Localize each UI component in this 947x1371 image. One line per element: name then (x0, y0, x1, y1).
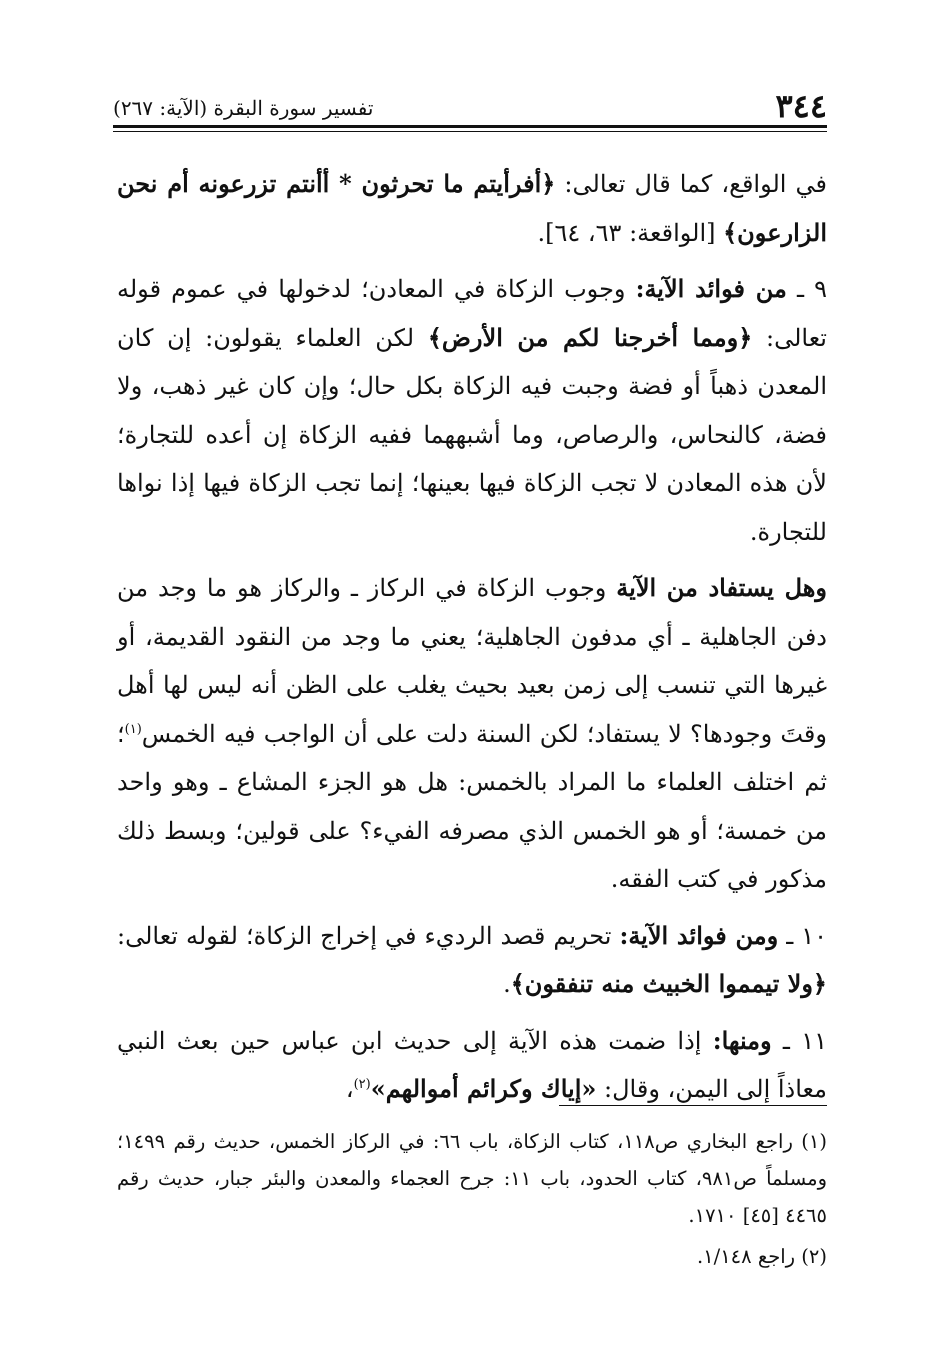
bold-text: وهل يستفاد من الآية (616, 573, 827, 602)
text-run: ؛ ثم اختلف العلماء ما المراد بالخمس: هل هو الجزء المشاع ـ وهو واحد من خمسة؛ أو هو الخمس الذي مصرفه الفيء؟ على قولين؛ وبسط ذلك مذكور في كتب الفقه. (117, 719, 827, 893)
bold-text: ﴿ومما أخرجنا لكم من الأرض﴾ (427, 322, 753, 352)
text-run: وجوب الزكاة في المعادن؛ لدخولها في عموم قوله تعالى: (117, 275, 827, 352)
text-run: . (503, 970, 511, 998)
bold-text: ﴿ولا تيمموا الخبيث منه تنفقون﴾ (510, 969, 827, 998)
bold-text: «إياك وكرائم أموالهم» (370, 1074, 597, 1103)
header-rule-thin (113, 131, 827, 132)
text-run: [الواقعة: ٦٣، ٦٤]. (537, 218, 724, 247)
bold-text: من فوائد الآية: (635, 274, 787, 303)
text-run: في الواقع، كما قال تعالى: (555, 170, 828, 198)
footnote-separator (559, 1105, 827, 1106)
text-run: ١١ ـ (771, 1026, 827, 1055)
footnote-reference: (١) (124, 721, 142, 737)
header-rule-thick (113, 125, 827, 128)
text-run: لكن العلماء يقولون: إن كان المعدن ذهباً أو فضة وجبت فيه الزكاة بكل حال؛ وإن كان غير ذهب، ولا فضة، كالنحاس، والرصاص، وما أشبههما ففيه الزكاة إن أعده للتجارة؛ لأن هذه المعادن لا تجب الزكاة فيها بعينها؛ إنما تجب الزكاة فيها إذا نواها للتجارة. (117, 323, 827, 546)
paragraph-3 (117, 564, 827, 904)
text-run: وجوب الزكاة في الركاز ـ والركاز هو ما وجد من دفن الجاهلية ـ أي مدفون الجاهلية؛ يعني ما وجد من النقود القديمة، أو غيرها التي تنسب إلى زمن بعيد بحيث يغلب على الظن أنه ليس لها أهل وقتَ وجودها؟ لا يستفاد؛ لكن السنة دلت على أن الواجب فيه الخمس (117, 574, 827, 748)
bold-text: ﴿أفرأيتم ما تحرثون * أأنتم تزرعونه أم نحن الزارعون﴾ (117, 169, 827, 247)
paragraph-2 (117, 265, 827, 556)
text-run: إذا ضمت هذه الآية إلى حديث ابن عباس حين بعث النبي معاذاً إلى اليمن، وقال: (117, 1026, 827, 1103)
footnote-reference: (٢) (353, 1077, 371, 1092)
page-header (113, 80, 827, 125)
running-title: تفسير سورة البقرة (الآية: ٢٦٧) (113, 96, 374, 120)
paragraph-4 (117, 912, 827, 1009)
page-number: ٣٤٤ (775, 87, 827, 125)
footnote-2: (٢) راجع ١/١٤٨. (696, 1245, 827, 1268)
text-run: تحريم قصد الرديء في إخراج الزكاة؛ لقوله تعالى: (117, 921, 620, 950)
footnotes (117, 1123, 827, 1279)
paragraph-1 (117, 160, 827, 257)
footnote-1: (١) راجع البخاري ص١١٨، كتاب الزكاة، باب ٦٦: في الركاز الخمس، حديث رقم ١٤٩٩؛ ومسلماً ص٩٨١، كتاب الحدود، باب ١١: جرح العجماء والمعدن والبئر جبار، حديث رقم ٤٤٦٥ [٤٥] ١٧١٠. (117, 1130, 828, 1227)
paragraph-5 (117, 1017, 827, 1114)
text-run: ٩ ـ (786, 275, 827, 303)
text-run: ١٠ ـ (778, 921, 828, 950)
text-run: ، (345, 1075, 354, 1103)
bold-text: ومن فوائد الآية: (619, 920, 779, 950)
bold-text: ومنها: (712, 1025, 772, 1055)
main-text (117, 160, 827, 1122)
